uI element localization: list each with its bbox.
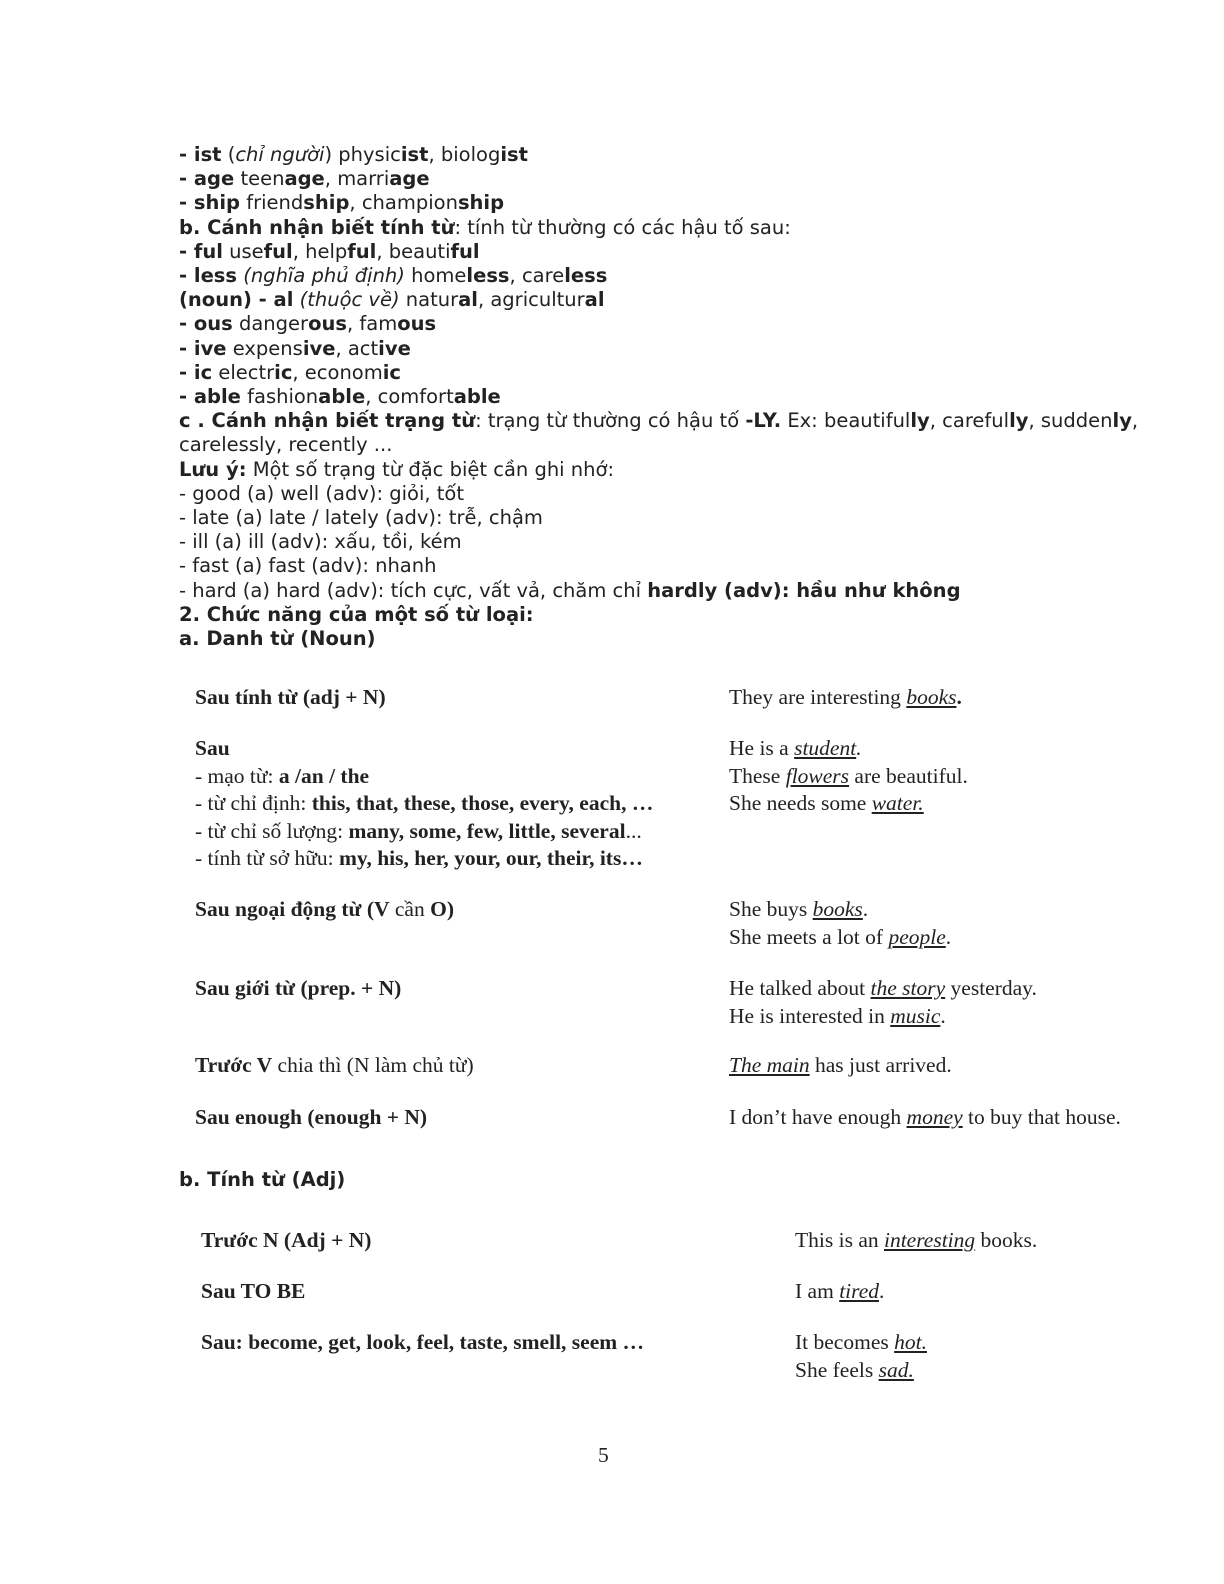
suffix-ous-line: - ous dangerous, famous <box>179 312 437 336</box>
table-row-left: Sau tính từ (adj + N) <box>195 685 386 709</box>
note-item: - fast (a) fast (adv): nhanh <box>179 554 437 578</box>
table-row-left: Sau enough (enough + N) <box>195 1105 428 1129</box>
table-row-left: Sau - mạo từ: a /an / the - từ chỉ định: this, that, these, those, every, each, … - từ chỉ số lượng: many, some, few, little, several... - tính từ sở hữu: my, his, her, your, our, their, its… <box>195 736 654 870</box>
suffix-less-line: - less (nghĩa phủ định) homeless, careless <box>179 264 608 288</box>
note-item: - good (a) well (adv): giỏi, tốt <box>179 481 465 505</box>
suffix-able-line: - able fashionable, comfortable <box>179 385 501 409</box>
table-row-example: She buys books. She meets a lot of people. <box>729 897 952 949</box>
section2-heading: 2. Chức năng của một số từ loại: <box>179 602 534 626</box>
table-row-example: It becomes hot. She feels sad. <box>795 1330 927 1382</box>
suffix-ship-line: - ship friendship, championship <box>179 191 505 215</box>
table-row-example: This is an interesting books. <box>795 1228 1038 1252</box>
suffix-ive-line: - ive expensive, active <box>179 336 411 360</box>
note-heading: Lưu ý: Một số trạng từ đặc biệt cần ghi nhớ: <box>179 457 615 481</box>
suffix-ist-line: - ist (chỉ người) physicist, biologist <box>179 143 528 166</box>
table-row-left: Sau ngoại động từ (V cần O) <box>195 897 454 921</box>
note-item: - late (a) late / lately (adv): trễ, chậm <box>179 506 543 530</box>
table-row-example: He is a student. These flowers are beautiful. She needs some water. <box>729 736 968 815</box>
adj-section-heading: b. Cánh nhận biết tính từ: tính từ thường có các hậu tố sau: <box>179 215 791 239</box>
suffix-ic-line: - ic electric, economic <box>179 360 401 384</box>
noun-heading: a. Danh từ (Noun) <box>179 627 376 651</box>
table-row-left: Trước V chia thì (N làm chủ từ) <box>195 1053 474 1077</box>
adv-section-heading: c . Cánh nhận biết trạng từ: trạng từ thường có hậu tố -LY. Ex: beautifully, carefully, suddenly, <box>179 409 1139 433</box>
table-row-left: Sau giới từ (prep. + N) <box>195 976 402 1000</box>
suffix-age-line: - age teenage, marriage <box>179 167 430 191</box>
suffix-al-line: (noun) - al (thuộc về) natural, agricultural <box>179 288 605 312</box>
table-row-left: Sau: become, get, look, feel, taste, smell, seem … <box>201 1330 645 1354</box>
table-row-example: I don’t have enough money to buy that house. <box>729 1105 1121 1129</box>
page-number: 5 <box>598 1443 609 1467</box>
note-item: - hard (a) hard (adv): tích cực, vất vả, chăm chỉ hardly (adv): hầu như không <box>179 578 961 602</box>
grammar-notes <box>179 143 1189 651</box>
table-row-example: He talked about the story yesterday. He is interested in music. <box>729 976 1037 1028</box>
table-row-left: Trước N (Adj + N) <box>201 1228 372 1252</box>
table-row-example: The main has just arrived. <box>729 1053 952 1077</box>
adj-heading: b. Tính từ (Adj) <box>179 1168 346 1191</box>
suffix-ful-line: - ful useful, helpful, beautiful <box>179 239 480 263</box>
adv-section-tail: carelessly, recently ... <box>179 433 393 457</box>
table-row-left: Sau TO BE <box>201 1279 306 1303</box>
note-item: - ill (a) ill (adv): xấu, tồi, kém <box>179 530 462 554</box>
table-row-example: They are interesting books. <box>729 685 962 709</box>
table-row-example: I am tired. <box>795 1279 885 1303</box>
